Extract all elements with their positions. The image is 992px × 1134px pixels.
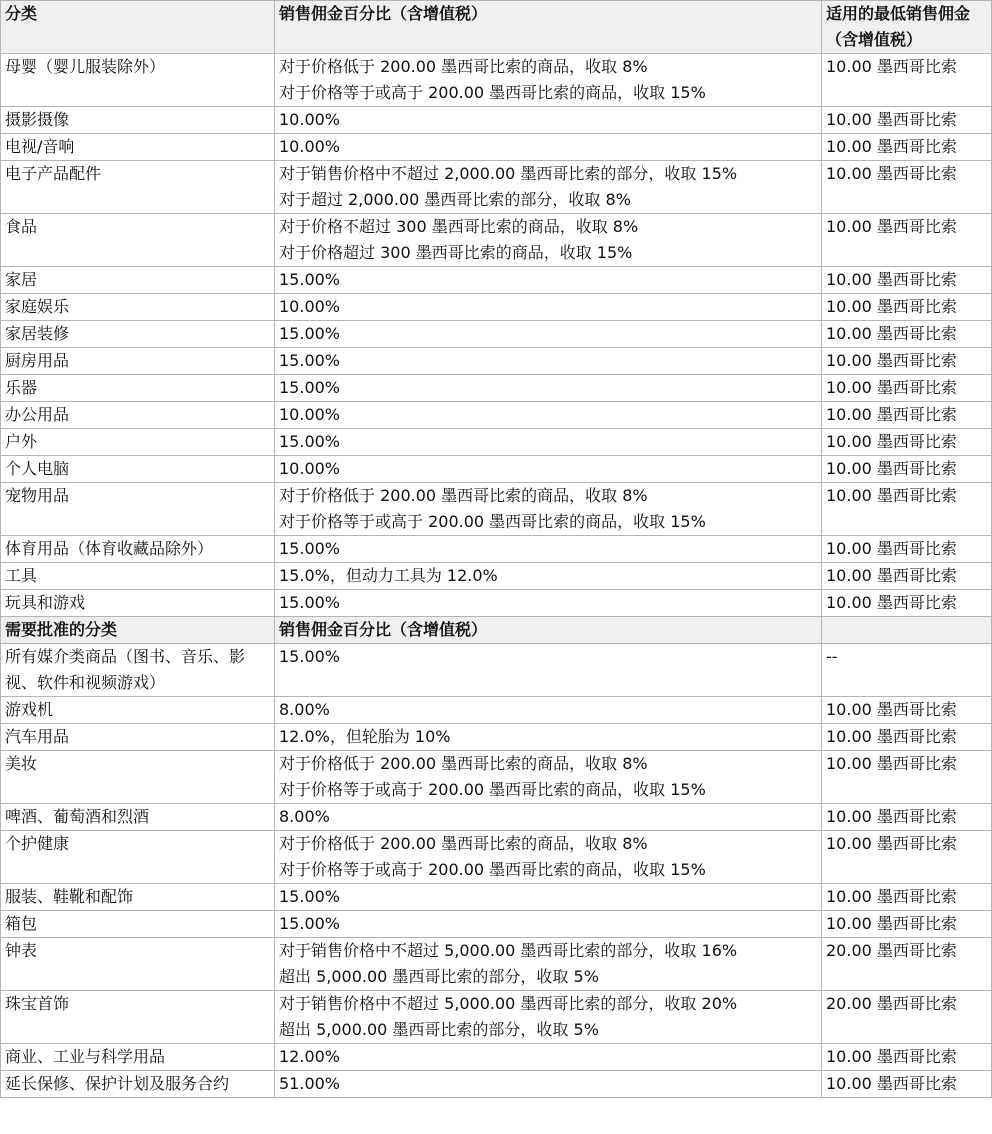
table-row — [1, 724, 992, 751]
commission-line: 8.00% — [279, 807, 330, 826]
table-row — [1, 831, 992, 884]
minimum-cell: 10.00 墨西哥比索 — [822, 751, 992, 804]
table-row — [1, 536, 992, 563]
commission-line: 对于价格低于 200.00 墨西哥比索的商品，收取 8% — [279, 754, 648, 773]
commission-cell — [275, 751, 822, 804]
commission-line: 15.00% — [279, 593, 341, 612]
table-row — [1, 294, 992, 321]
table-row — [1, 697, 992, 724]
minimum-cell: 20.00 墨西哥比索 — [822, 991, 992, 1044]
commission-line: 对于超过 2,000.00 墨西哥比索的部分，收取 8% — [279, 190, 631, 209]
table-row — [1, 884, 992, 911]
table-row — [1, 483, 992, 536]
commission-cell — [275, 831, 822, 884]
header-minimum: 适用的最低销售佣金（含增值税） — [822, 1, 992, 54]
category-cell: 玩具和游戏 — [1, 590, 275, 617]
commission-line: 10.00% — [279, 137, 341, 156]
commission-cell — [275, 429, 822, 456]
category-cell: 个人电脑 — [1, 456, 275, 483]
commission-cell — [275, 214, 822, 267]
commission-line: 对于价格低于 200.00 墨西哥比索的商品，收取 8% — [279, 57, 648, 76]
minimum-cell: 10.00 墨西哥比索 — [822, 214, 992, 267]
category-cell: 电视/音响 — [1, 134, 275, 161]
commission-line: 对于销售价格中不超过 2,000.00 墨西哥比索的部分，收取 15% — [279, 164, 738, 183]
table-row — [1, 991, 992, 1044]
commission-line: 51.00% — [279, 1074, 341, 1093]
category-cell: 珠宝首饰 — [1, 991, 275, 1044]
table-row — [1, 107, 992, 134]
minimum-cell: 10.00 墨西哥比索 — [822, 402, 992, 429]
commission-cell — [275, 483, 822, 536]
commission-line: 8.00% — [279, 700, 330, 719]
table-row — [1, 321, 992, 348]
category-cell: 家庭娱乐 — [1, 294, 275, 321]
commission-line: 对于价格等于或高于 200.00 墨西哥比索的商品，收取 15% — [279, 512, 706, 531]
commission-line: 对于价格等于或高于 200.00 墨西哥比索的商品，收取 15% — [279, 780, 706, 799]
minimum-cell: 10.00 墨西哥比索 — [822, 483, 992, 536]
minimum-cell: 10.00 墨西哥比索 — [822, 1071, 992, 1098]
commission-cell — [275, 724, 822, 751]
table-header-row — [1, 1, 992, 54]
approval-header-row — [1, 617, 992, 644]
header-commission: 销售佣金百分比（含增值税） — [275, 1, 822, 54]
minimum-cell: 10.00 墨西哥比索 — [822, 1044, 992, 1071]
minimum-cell: -- — [822, 644, 992, 697]
table-row — [1, 563, 992, 590]
category-cell: 工具 — [1, 563, 275, 590]
commission-line: 15.00% — [279, 432, 341, 451]
commission-line: 对于销售价格中不超过 5,000.00 墨西哥比索的部分，收取 16% — [279, 941, 738, 960]
header-category: 分类 — [1, 1, 275, 54]
commission-line: 15.00% — [279, 351, 341, 370]
commission-line: 超出 5,000.00 墨西哥比索的部分，收取 5% — [279, 967, 599, 986]
section-standard-categories — [1, 54, 992, 617]
table-row — [1, 402, 992, 429]
category-cell: 厨房用品 — [1, 348, 275, 375]
category-cell: 乐器 — [1, 375, 275, 402]
category-cell: 办公用品 — [1, 402, 275, 429]
commission-cell — [275, 1044, 822, 1071]
commission-cell — [275, 456, 822, 483]
commission-line: 15.00% — [279, 378, 341, 397]
table-row — [1, 1044, 992, 1071]
commission-cell — [275, 375, 822, 402]
minimum-cell: 10.00 墨西哥比索 — [822, 161, 992, 214]
category-cell: 家居 — [1, 267, 275, 294]
section-approval-header — [1, 617, 992, 644]
table-row — [1, 375, 992, 402]
table-row — [1, 938, 992, 991]
category-cell: 商业、工业与科学用品 — [1, 1044, 275, 1071]
commission-cell — [275, 161, 822, 214]
minimum-cell: 10.00 墨西哥比索 — [822, 54, 992, 107]
category-cell: 服装、鞋靴和配饰 — [1, 884, 275, 911]
commission-line: 15.00% — [279, 914, 341, 933]
category-cell: 个护健康 — [1, 831, 275, 884]
table-row — [1, 161, 992, 214]
table-row — [1, 134, 992, 161]
minimum-cell: 10.00 墨西哥比索 — [822, 884, 992, 911]
header2-category: 需要批准的分类 — [1, 617, 275, 644]
commission-cell — [275, 644, 822, 697]
minimum-cell: 10.00 墨西哥比索 — [822, 107, 992, 134]
table-row — [1, 751, 992, 804]
commission-cell — [275, 294, 822, 321]
commission-cell — [275, 590, 822, 617]
commission-line: 对于价格低于 200.00 墨西哥比索的商品，收取 8% — [279, 834, 648, 853]
commission-line: 12.00% — [279, 1047, 341, 1066]
commission-cell — [275, 536, 822, 563]
table-row — [1, 644, 992, 697]
table-row — [1, 429, 992, 456]
table-row — [1, 54, 992, 107]
commission-cell — [275, 804, 822, 831]
commission-line: 对于价格等于或高于 200.00 墨西哥比索的商品，收取 15% — [279, 83, 706, 102]
table-row — [1, 267, 992, 294]
table-row — [1, 804, 992, 831]
commission-cell — [275, 911, 822, 938]
commission-cell — [275, 54, 822, 107]
commission-cell — [275, 107, 822, 134]
commission-cell — [275, 267, 822, 294]
commission-cell — [275, 134, 822, 161]
commission-line: 对于价格超过 300 墨西哥比索的商品，收取 15% — [279, 243, 633, 262]
minimum-cell: 10.00 墨西哥比索 — [822, 697, 992, 724]
commission-cell — [275, 697, 822, 724]
minimum-cell: 10.00 墨西哥比索 — [822, 911, 992, 938]
minimum-cell: 10.00 墨西哥比索 — [822, 294, 992, 321]
commission-cell — [275, 402, 822, 429]
category-cell: 延长保修、保护计划及服务合约 — [1, 1071, 275, 1098]
category-cell: 户外 — [1, 429, 275, 456]
commission-line: 对于销售价格中不超过 5,000.00 墨西哥比索的部分，收取 20% — [279, 994, 738, 1013]
category-cell: 家居装修 — [1, 321, 275, 348]
commission-line: 超出 5,000.00 墨西哥比索的部分，收取 5% — [279, 1020, 599, 1039]
commission-cell — [275, 563, 822, 590]
commission-line: 10.00% — [279, 110, 341, 129]
minimum-cell: 10.00 墨西哥比索 — [822, 456, 992, 483]
minimum-cell: 20.00 墨西哥比索 — [822, 938, 992, 991]
category-cell: 食品 — [1, 214, 275, 267]
minimum-cell: 10.00 墨西哥比索 — [822, 267, 992, 294]
category-cell: 钟表 — [1, 938, 275, 991]
category-cell: 所有媒介类商品（图书、音乐、影视、软件和视频游戏） — [1, 644, 275, 697]
table-row — [1, 348, 992, 375]
minimum-cell: 10.00 墨西哥比索 — [822, 134, 992, 161]
category-cell: 箱包 — [1, 911, 275, 938]
category-cell: 啤酒、葡萄酒和烈酒 — [1, 804, 275, 831]
category-cell: 摄影摄像 — [1, 107, 275, 134]
commission-line: 10.00% — [279, 459, 341, 478]
header2-minimum — [822, 617, 992, 644]
commission-line: 15.00% — [279, 887, 341, 906]
commission-line: 15.0%，但动力工具为 12.0% — [279, 566, 498, 585]
commission-line: 15.00% — [279, 270, 341, 289]
minimum-cell: 10.00 墨西哥比索 — [822, 831, 992, 884]
commission-cell — [275, 991, 822, 1044]
commission-line: 对于价格等于或高于 200.00 墨西哥比索的商品，收取 15% — [279, 860, 706, 879]
commission-line: 10.00% — [279, 297, 341, 316]
commission-line: 10.00% — [279, 405, 341, 424]
minimum-cell: 10.00 墨西哥比索 — [822, 321, 992, 348]
table-row — [1, 456, 992, 483]
commission-line: 15.00% — [279, 324, 341, 343]
table-row — [1, 1071, 992, 1098]
minimum-cell: 10.00 墨西哥比索 — [822, 804, 992, 831]
table-row — [1, 214, 992, 267]
minimum-cell: 10.00 墨西哥比索 — [822, 563, 992, 590]
minimum-cell: 10.00 墨西哥比索 — [822, 536, 992, 563]
minimum-cell: 10.00 墨西哥比索 — [822, 348, 992, 375]
minimum-cell: 10.00 墨西哥比索 — [822, 375, 992, 402]
commission-line: 对于价格低于 200.00 墨西哥比索的商品，收取 8% — [279, 486, 648, 505]
category-cell: 电子产品配件 — [1, 161, 275, 214]
table-row — [1, 911, 992, 938]
commission-cell — [275, 1071, 822, 1098]
commission-cell — [275, 884, 822, 911]
commission-cell — [275, 348, 822, 375]
commission-cell — [275, 321, 822, 348]
category-cell: 宠物用品 — [1, 483, 275, 536]
commission-line: 12.0%，但轮胎为 10% — [279, 727, 451, 746]
category-cell: 游戏机 — [1, 697, 275, 724]
category-cell: 美妆 — [1, 751, 275, 804]
minimum-cell: 10.00 墨西哥比索 — [822, 429, 992, 456]
category-cell: 体育用品（体育收藏品除外） — [1, 536, 275, 563]
minimum-cell: 10.00 墨西哥比索 — [822, 724, 992, 751]
section-approval-categories — [1, 644, 992, 1098]
commission-line: 15.00% — [279, 647, 341, 666]
table-row — [1, 590, 992, 617]
minimum-cell: 10.00 墨西哥比索 — [822, 590, 992, 617]
commission-line: 15.00% — [279, 539, 341, 558]
commission-line: 对于价格不超过 300 墨西哥比索的商品，收取 8% — [279, 217, 639, 236]
header2-commission: 销售佣金百分比（含增值税） — [275, 617, 822, 644]
category-cell: 汽车用品 — [1, 724, 275, 751]
category-cell: 母婴（婴儿服装除外） — [1, 54, 275, 107]
commission-cell — [275, 938, 822, 991]
